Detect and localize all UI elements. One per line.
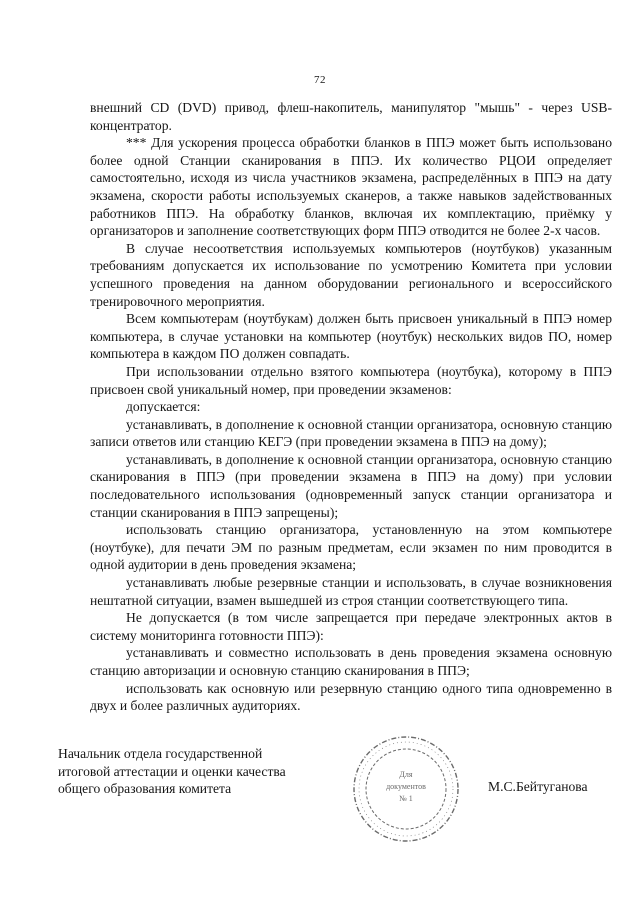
signatory-title-line: общего образования комитета [58, 781, 232, 797]
paragraph: допускается: [126, 399, 201, 415]
paragraph: В случае несоответствия используемых компьютеров (ноутбуков) указанным требованиям допускается их использование по усмотрению Комитета при условии успешного проведения на данном оборудовании регионального и всероссийского тренировочного мероприятия. [90, 240, 612, 309]
paragraph: *** Для ускорения процесса обработки бланков в ППЭ может быть использовано более одной Станции сканирования в ППЭ. Их количество РЦОИ определяет самостоятельно, исходя из числа участников экзамена, распределённых в ППЭ на дату экзамена, скорости работы используемых сканеров, а также навыков задействованных работников ППЭ. На обработку бланков, включая их комплектацию, приёмку у организаторов и заполнение соответствующих форм ППЭ отводится не более 2-х часов. [90, 135, 612, 239]
paragraph: использовать станцию организатора, установленную на этом компьютере (ноутбуке), для печати ЭМ по разным предметам, если экзамен по ним проводится в одной аудитории в день проведения экзамена; [90, 522, 612, 573]
paragraph: Не допускается (в том числе запрещается при передаче электронных актов в систему мониторинга готовности ППЭ): [90, 610, 612, 643]
paragraph: устанавливать и совместно использовать в день проведения экзамена основную станцию авторизации и основную станцию сканирования в ППЭ; [90, 645, 612, 678]
page-number: 72 [314, 74, 326, 86]
paragraph: Всем компьютерам (ноутбукам) должен быть присвоен уникальный в ППЭ номер компьютера, в случае установки на компьютер (ноутбук) нескольких видов ПО, номер компьютера в каждом ПО должен совпадать. [90, 311, 612, 362]
paragraph: использовать как основную или резервную станцию одного типа одновременно в двух и более различных аудиториях. [90, 680, 612, 714]
signatory-title-line: Начальник отдела государственной [58, 746, 263, 761]
stamp-text: документов [386, 782, 426, 791]
document-body [90, 99, 612, 715]
official-stamp-icon [350, 733, 462, 845]
paragraph: устанавливать, в дополнение к основной станции организатора, основную станцию записи ответов или станцию КЕГЭ (при проведении экзамена в ППЭ на дому); [90, 416, 612, 450]
stamp-text: № 1 [399, 794, 413, 803]
signer-name: М.С.Бейтуганова [488, 779, 588, 794]
stamp-text: Для [399, 770, 413, 779]
paragraph: При использовании отдельно взятого компьютера (ноутбука), которому в ППЭ присвоен свой уникальный номер, при проведении экзаменов: [90, 363, 612, 397]
signatory-title [58, 745, 318, 798]
paragraph: устанавливать любые резервные станции и использовать, в случае возникновения нештатной ситуации, взамен вышедшей из строя станции соответствующего типа. [90, 575, 612, 608]
paragraph: внешний CD (DVD) привод, флеш-накопитель, манипулятор "мышь" - через USB-концентратор. [90, 100, 612, 133]
signatory-title-line: итоговой аттестации и оценки качества [58, 763, 286, 779]
paragraph: устанавливать, в дополнение к основной станции организатора, основную станцию сканирования в ППЭ (при проведении экзамена в ППЭ на дому) при условии последовательного использования (одновременный запуск станции организатора и станции сканирования в ППЭ запрещены); [90, 451, 612, 520]
